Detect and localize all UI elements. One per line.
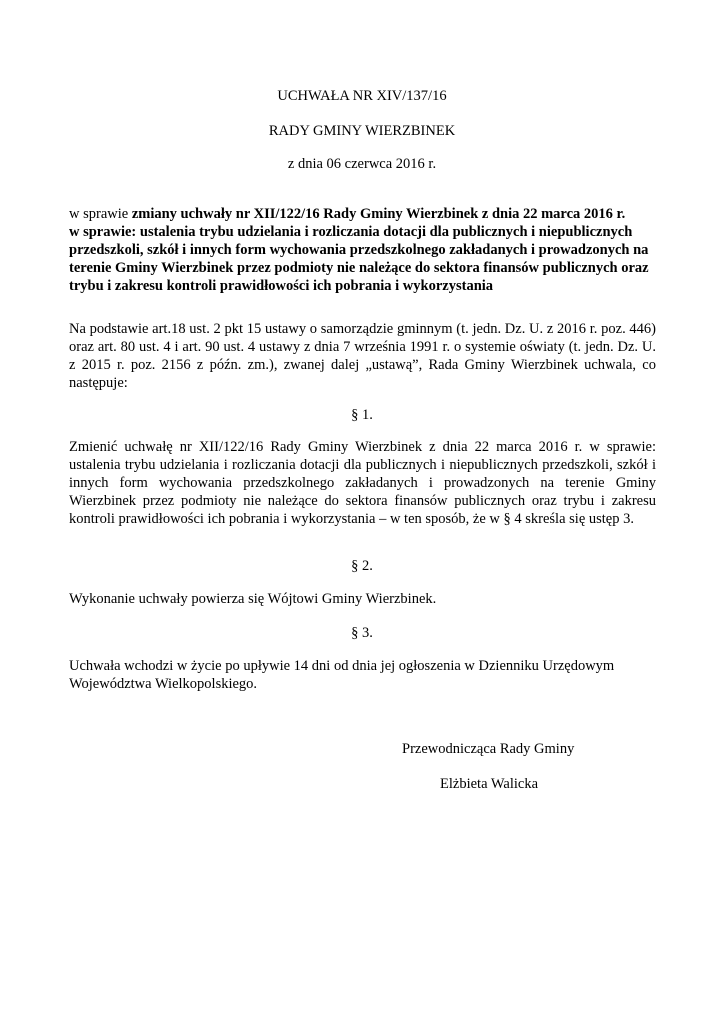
subject-bold-line1: zmiany uchwały nr XII/122/16 Rady Gminy Wierzbinek z dnia 22 marca 2016 r. (131, 206, 626, 222)
section-3-text: Uchwała wchodzi w życie po upływie 14 dni od dnia jej ogłoszenia w Dzienniku Urzędowym Województwa Wielkopolskiego. (69, 658, 615, 692)
signature-name: Elżbieta Walicka (440, 776, 539, 792)
resolution-issuer: RADY GMINY WIERZBINEK (268, 123, 456, 139)
resolution-date: z dnia 06 czerwca 2016 r. (287, 156, 437, 172)
section-3-mark: § 3. (351, 625, 373, 641)
subject-prefix: w sprawie (69, 206, 132, 222)
subject-bold-rest: w sprawie: ustalenia trybu udzielania i rozliczania dotacji dla publicznych i niepublicznych przedszkoli, szkół i innych form wychowania przedszkolnego zakładanych i prowadzonych na terenie Gminy Wierzbinek przez podmioty nie należące do sektora finansów publicznych oraz trybu i zakresu kontroli prawidłowości ich pobrania i wykorzystania (69, 224, 649, 294)
resolution-title: UCHWAŁA NR XIV/137/16 (277, 88, 447, 104)
section-2-mark: § 2. (351, 558, 373, 574)
signature-role: Przewodnicząca Rady Gminy (402, 741, 575, 757)
section-1-text: Zmienić uchwałę nr XII/122/16 Rady Gminy Wierzbinek z dnia 22 marca 2016 r. w sprawie: ustalenia trybu udzielania i rozliczania dotacji dla publicznych i niepublicznych przedszkoli, szkół i innych form wychowania przedszkolnego zakładanych i prowadzonych na terenie Gminy Wierzbinek przez podmioty nie należące do sektora finansów publicznych oraz trybu i zakresu kontroli prawidłowości ich pobrania i wykorzystania – w ten sposób, że w § 4 skreśla się ustęp 3. (69, 439, 656, 527)
section-1-mark: § 1. (351, 407, 373, 423)
section-2-text: Wykonanie uchwały powierza się Wójtowi Gminy Wierzbinek. (69, 591, 437, 607)
legal-basis-paragraph: Na podstawie art.18 ust. 2 pkt 15 ustawy o samorządzie gminnym (t. jedn. Dz. U. z 2016 r. poz. 446) oraz art. 80 ust. 4 i art. 90 ust. 4 ustawy z dnia 7 września 1991 r. o systemie oświaty (t. jedn. Dz. U. z 2015 r. poz. 2156 z późn. zm.), zwanej dalej „ustawą”, Rada Gminy Wierzbinek uchwala, co następuje: (69, 321, 656, 391)
resolution-subject (69, 205, 659, 295)
